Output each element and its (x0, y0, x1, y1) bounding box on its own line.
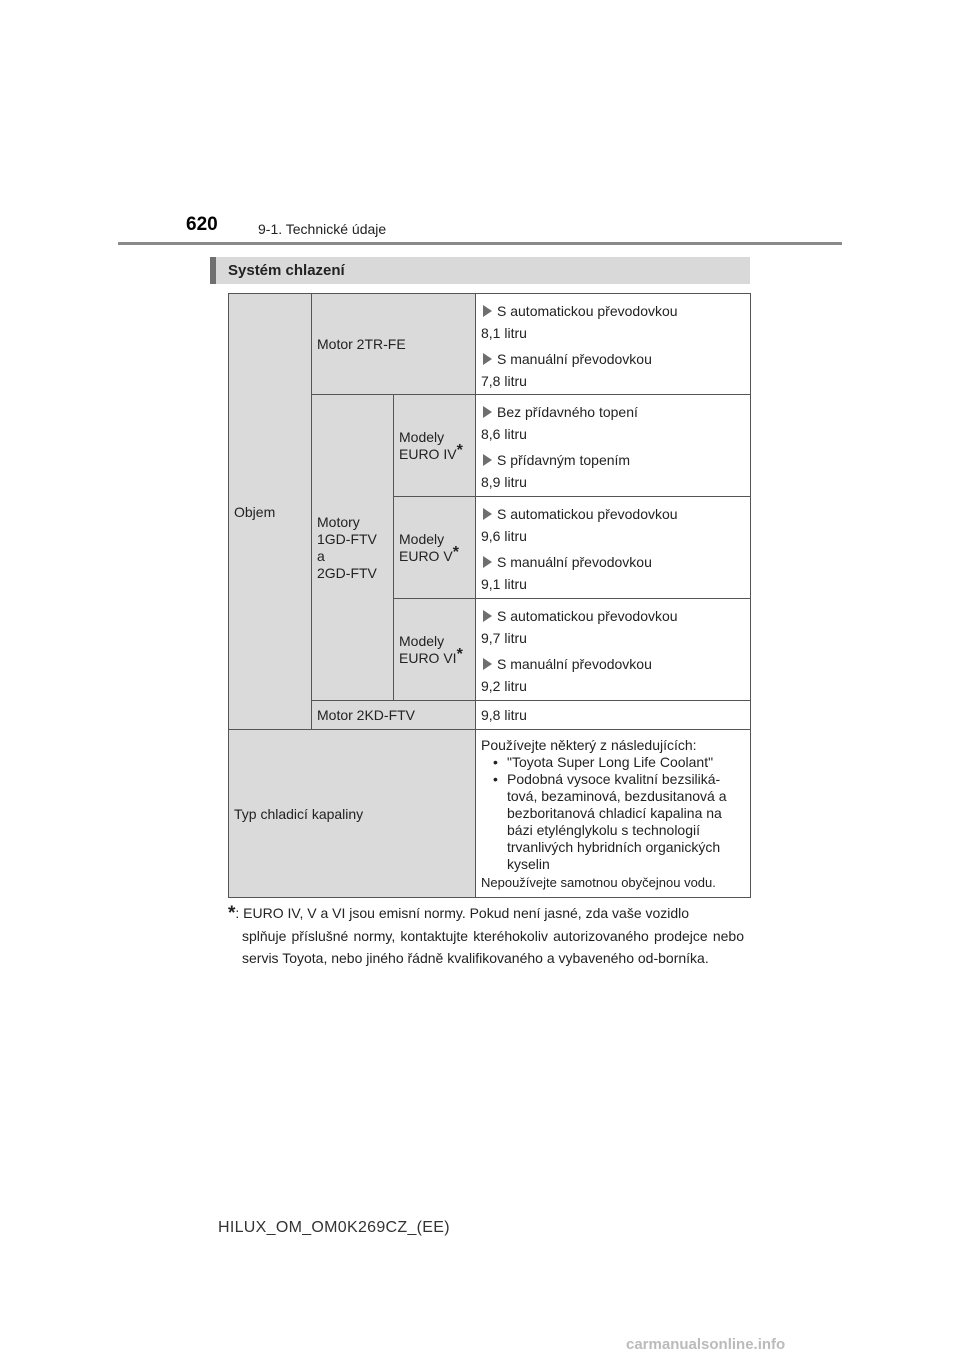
amount-text: 9,6 litru (481, 528, 527, 544)
option-text: S manuální převodovkou (497, 554, 652, 570)
label-line: 1GD-FTV (317, 530, 377, 547)
option-text: S manuální převodovkou (497, 656, 652, 672)
triangle-bullet-icon (483, 508, 492, 520)
list-item (493, 770, 746, 873)
table-row (229, 294, 751, 395)
amount-text: 8,1 litru (481, 324, 527, 341)
header-divider (118, 242, 842, 245)
triangle-bullet-icon (483, 556, 492, 568)
coolant-list (481, 754, 746, 873)
triangle-bullet-icon (483, 658, 492, 670)
motor-2kd-label: Motor 2KD-FTV (312, 701, 476, 730)
label-line: Modely (399, 428, 445, 445)
triangle-bullet-icon (483, 454, 492, 466)
amount-text: 9,2 litru (481, 678, 527, 694)
coolant-note: Nepoužívejte samotnou obyčejnou vodu. (481, 874, 716, 890)
footnote-text: : EURO IV, V a VI jsou emisní normy. Pokud není jasné, zda vaše vozidlo (235, 905, 690, 921)
bullet-icon: • (493, 770, 498, 787)
triangle-bullet-icon (483, 406, 492, 418)
page-number: 620 (186, 214, 218, 235)
amount-text: 9,1 litru (481, 576, 527, 592)
footnote-asterisk: * (456, 441, 463, 459)
label-line: EURO IV (399, 445, 457, 462)
amount-text: 9,7 litru (481, 630, 527, 646)
coolant-type-value (476, 730, 751, 898)
coolant-type-label: Typ chladicí kapaliny (229, 730, 476, 898)
footnote-asterisk: * (452, 543, 459, 561)
bullet-icon: • (493, 753, 498, 770)
option-text: Bez přídavného topení (497, 404, 638, 420)
option-text: S přídavným topením (497, 452, 631, 468)
objem-label: Objem (229, 294, 312, 730)
euro5-values (476, 497, 751, 599)
cooling-spec-table (228, 293, 751, 898)
label-line: a (317, 547, 325, 564)
list-item-text: "Toyota Super Long Life Coolant" (507, 753, 714, 770)
triangle-bullet-icon (483, 610, 492, 622)
label-line: EURO V (399, 547, 453, 564)
amount-text: 8,9 litru (481, 474, 527, 490)
footnote-asterisk: * (228, 903, 236, 924)
amount-text: 7,8 litru (481, 372, 527, 389)
motor-2kd-value: 9,8 litru (476, 701, 751, 730)
section-title: 9-1. Technické údaje (258, 221, 387, 237)
band-title: Systém chlazení (228, 262, 345, 279)
document-code: HILUX_OM_OM0K269CZ_(EE) (218, 1219, 450, 1236)
label-line: 2GD-FTV (317, 564, 377, 581)
option-text: S automatickou převodovkou (497, 608, 678, 624)
list-item-text: Podobná vysoce kvalitní bezsiliká-tová, bezaminová, bezdusitanová a bezboritanová chladicí kapalina na bázi etylénglykolu s technologií trvanlivých hybridních organických kyselin (507, 770, 727, 872)
triangle-bullet-icon (483, 353, 492, 365)
footnote-asterisk: * (456, 645, 463, 663)
triangle-bullet-icon (483, 305, 492, 317)
footnote (228, 902, 744, 969)
section-band (210, 257, 750, 284)
euro4-values (476, 395, 751, 497)
euro4-label (394, 395, 476, 497)
option-text: S automatickou převodovkou (497, 506, 678, 522)
motory-label (312, 395, 394, 701)
euro6-label (394, 599, 476, 701)
motor-2tr-label: Motor 2TR-FE (312, 294, 476, 395)
option-text: S manuální převodovkou (497, 350, 652, 367)
label-line: Modely (399, 530, 445, 547)
label-line: EURO VI (399, 649, 457, 666)
amount-text: 8,6 litru (481, 426, 527, 442)
label-line: Modely (399, 632, 445, 649)
footnote-text-continued: splňuje příslušné normy, kontaktujte kteréhokoliv autorizovaného prodejce nebo servis Toyota, nebo jiného řádně kvalifikovaného a vybaveného od-borníka. (242, 928, 744, 966)
option-text: S automatickou převodovkou (497, 302, 678, 319)
motor-2tr-values (476, 294, 751, 395)
table-row (229, 730, 751, 898)
watermark: carmanualsonline.info (626, 1336, 786, 1353)
euro6-values (476, 599, 751, 701)
label-line: Motory (317, 513, 360, 530)
list-item (493, 753, 746, 771)
coolant-intro: Používejte některý z následujících: (481, 736, 697, 753)
euro5-label (394, 497, 476, 599)
